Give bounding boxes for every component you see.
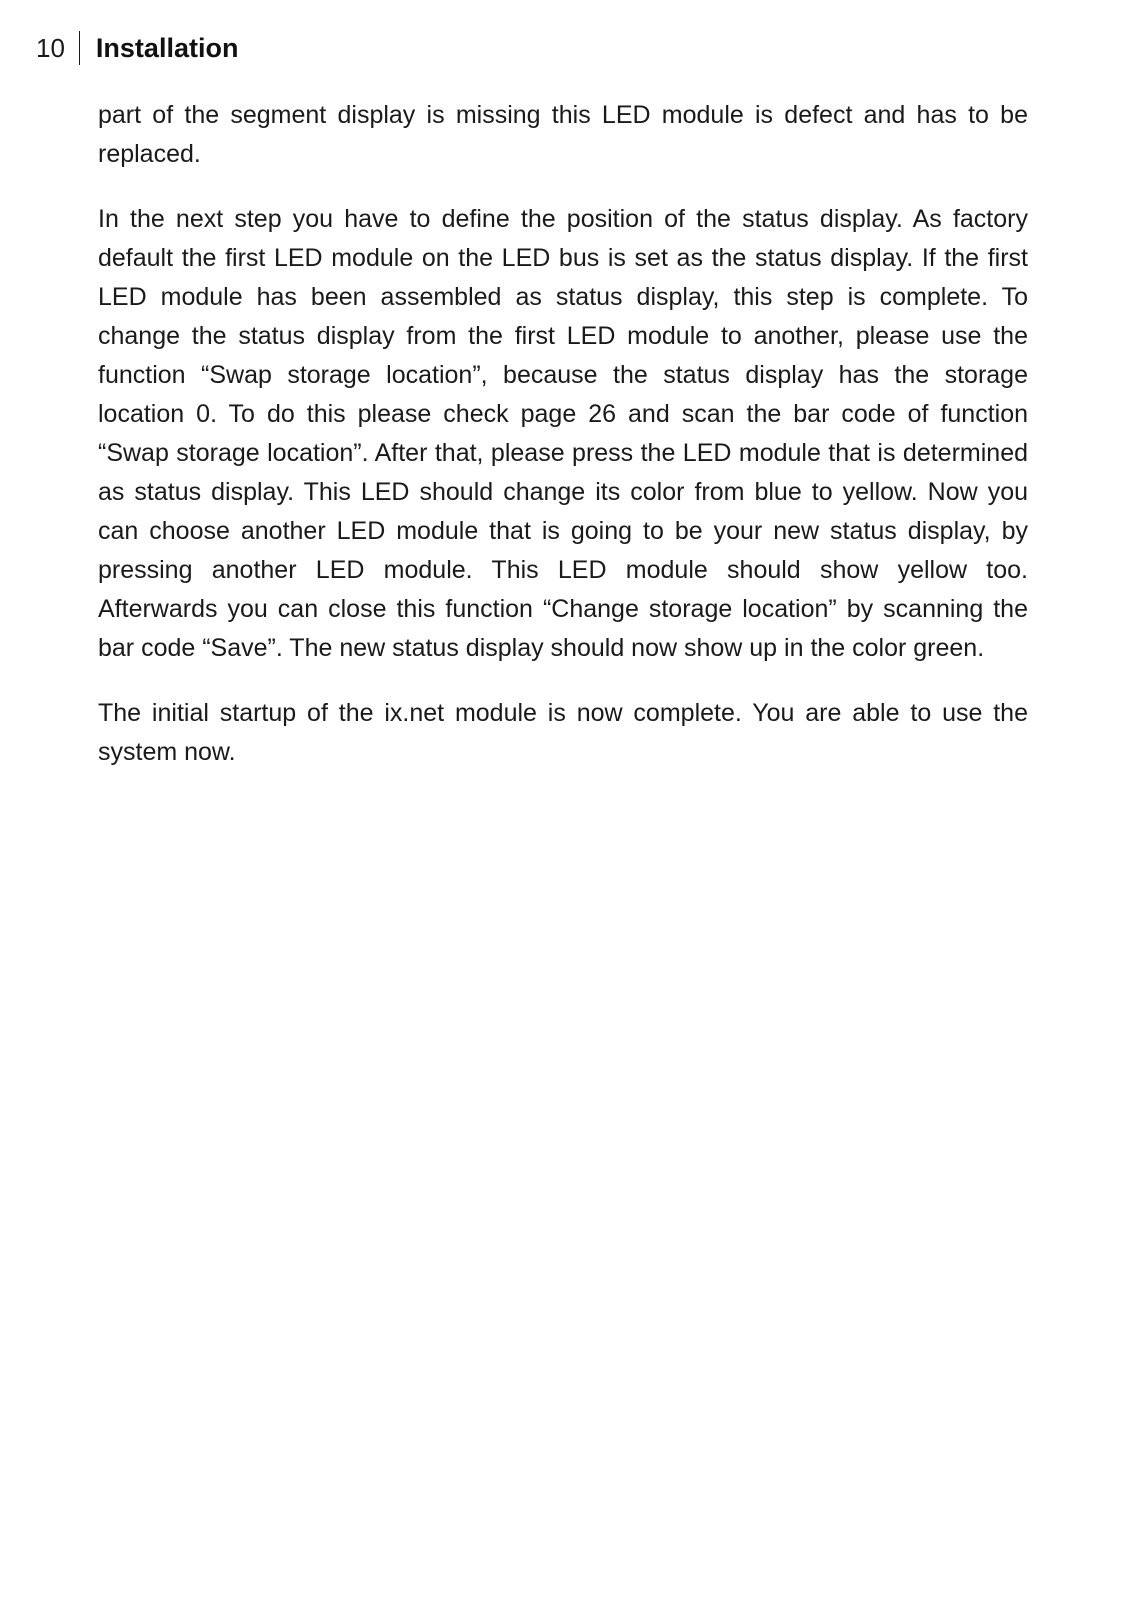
paragraph-segment-display: part of the segment display is missing this LED module is defect and has to be replaced.: [98, 101, 1028, 168]
page-number: 10: [36, 33, 65, 63]
body-text: [98, 96, 1028, 798]
paragraph-status-display: In the next step you have to define the position of the status display. As factory default the first LED module on the LED bus is set as the status display. If the first LED module has been assembled as status display, this step is complete. To change the status display from the first LED module to another, please use the function “Swap storage location”, because the status display has the storage location 0. To do this please check page 26 and scan the bar code of function “Swap storage location”. After that, please press the LED module that is determined as status display. This LED should change its color from blue to yellow. Now you can choose another LED module that is going to be your new status display, by pressing another LED module. This LED module should show yellow too. Afterwards you can close this function “Change storage location” by scanning the bar code “Save”. The new status display should now show up in the color green.: [98, 205, 1028, 662]
section-title: Installation: [95, 33, 239, 63]
paragraph-startup-complete: The initial startup of the ix.net module is now complete. You are able to use the system now.: [98, 699, 1028, 766]
running-header: [36, 28, 238, 68]
